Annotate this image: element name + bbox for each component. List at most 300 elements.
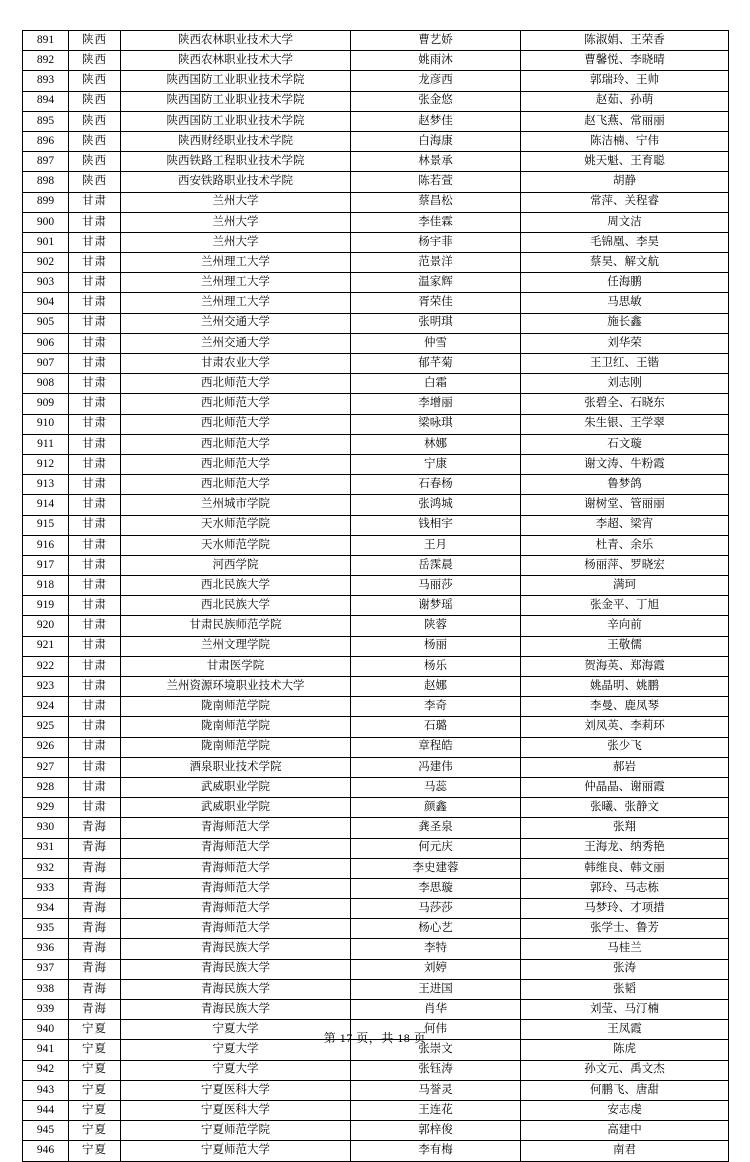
cell-student-name: 胥荣佳	[351, 293, 521, 313]
cell-serial: 944	[23, 1100, 69, 1120]
cell-province: 宁夏	[69, 1040, 121, 1060]
table-row	[23, 596, 729, 616]
cell-province: 甘肃	[69, 212, 121, 232]
cell-school: 宁夏医科大学	[121, 1080, 351, 1100]
cell-school: 陕西国防工业职业技术学院	[121, 111, 351, 131]
cell-serial: 894	[23, 91, 69, 111]
cell-school: 青海民族大学	[121, 959, 351, 979]
cell-serial: 937	[23, 959, 69, 979]
cell-serial: 931	[23, 838, 69, 858]
cell-school: 兰州理工大学	[121, 273, 351, 293]
cell-school: 陇南师范学院	[121, 737, 351, 757]
cell-student-name: 郁芊菊	[351, 354, 521, 374]
table-row	[23, 515, 729, 535]
cell-serial: 924	[23, 697, 69, 717]
cell-advisor: 赵茹、孙萌	[521, 91, 729, 111]
cell-advisor: 赵飞燕、常丽丽	[521, 111, 729, 131]
cell-province: 甘肃	[69, 798, 121, 818]
cell-advisor: 南君	[521, 1141, 729, 1161]
cell-serial: 896	[23, 131, 69, 151]
table-row	[23, 1100, 729, 1120]
cell-student-name: 马誉灵	[351, 1080, 521, 1100]
cell-advisor: 郝岩	[521, 757, 729, 777]
cell-advisor: 谢树堂、管丽丽	[521, 495, 729, 515]
table-row	[23, 939, 729, 959]
cell-advisor: 王海龙、纳秀艳	[521, 838, 729, 858]
cell-student-name: 石璐	[351, 717, 521, 737]
cell-advisor: 韩维良、韩文丽	[521, 858, 729, 878]
cell-province: 青海	[69, 979, 121, 999]
table-row	[23, 717, 729, 737]
cell-school: 西北师范大学	[121, 394, 351, 414]
table-row	[23, 152, 729, 172]
cell-advisor: 胡静	[521, 172, 729, 192]
cell-student-name: 谢梦瑶	[351, 596, 521, 616]
table-row	[23, 677, 729, 697]
cell-province: 甘肃	[69, 636, 121, 656]
cell-advisor: 李超、梁宵	[521, 515, 729, 535]
cell-school: 陇南师范学院	[121, 717, 351, 737]
cell-advisor: 仲晶晶、谢丽霞	[521, 777, 729, 797]
cell-advisor: 马梦玲、才项措	[521, 899, 729, 919]
table-row	[23, 656, 729, 676]
table-row	[23, 616, 729, 636]
cell-serial: 908	[23, 374, 69, 394]
cell-serial: 922	[23, 656, 69, 676]
cell-school: 青海师范大学	[121, 838, 351, 858]
cell-student-name: 龙彦西	[351, 71, 521, 91]
cell-serial: 941	[23, 1040, 69, 1060]
cell-province: 宁夏	[69, 1121, 121, 1141]
cell-province: 甘肃	[69, 717, 121, 737]
page-footer: 第 17 页，共 18 页	[323, 1031, 427, 1045]
table-row	[23, 192, 729, 212]
cell-province: 甘肃	[69, 354, 121, 374]
table-row	[23, 313, 729, 333]
cell-school: 兰州资源环境职业技术大学	[121, 677, 351, 697]
cell-school: 兰州理工大学	[121, 253, 351, 273]
cell-province: 宁夏	[69, 1060, 121, 1080]
cell-serial: 920	[23, 616, 69, 636]
cell-province: 甘肃	[69, 596, 121, 616]
cell-student-name: 冯建伟	[351, 757, 521, 777]
cell-advisor: 谢文涛、牛粉霞	[521, 454, 729, 474]
table-row	[23, 636, 729, 656]
cell-school: 西北师范大学	[121, 475, 351, 495]
cell-advisor: 任海鹏	[521, 273, 729, 293]
table-row	[23, 697, 729, 717]
cell-province: 甘肃	[69, 515, 121, 535]
cell-school: 陕西农林职业技术大学	[121, 51, 351, 71]
cell-province: 陕西	[69, 51, 121, 71]
cell-province: 宁夏	[69, 1100, 121, 1120]
cell-serial: 927	[23, 757, 69, 777]
table-row	[23, 111, 729, 131]
cell-student-name: 李佳霖	[351, 212, 521, 232]
cell-advisor: 张涛	[521, 959, 729, 979]
cell-serial: 898	[23, 172, 69, 192]
cell-student-name: 岳霂晨	[351, 555, 521, 575]
cell-student-name: 龚圣泉	[351, 818, 521, 838]
cell-advisor: 郭玲、马志栋	[521, 878, 729, 898]
cell-school: 西安铁路职业技术学院	[121, 172, 351, 192]
table-row	[23, 91, 729, 111]
table-row	[23, 293, 729, 313]
cell-serial: 912	[23, 454, 69, 474]
cell-province: 甘肃	[69, 313, 121, 333]
table-row	[23, 979, 729, 999]
table-row	[23, 495, 729, 515]
cell-school: 兰州理工大学	[121, 293, 351, 313]
cell-student-name: 刘婷	[351, 959, 521, 979]
cell-school: 青海师范大学	[121, 858, 351, 878]
cell-advisor: 贺海英、郑海霞	[521, 656, 729, 676]
table-row	[23, 131, 729, 151]
cell-serial: 891	[23, 31, 69, 51]
cell-school: 青海师范大学	[121, 919, 351, 939]
cell-province: 青海	[69, 818, 121, 838]
cell-school: 陕西农林职业技术大学	[121, 31, 351, 51]
table-row	[23, 858, 729, 878]
table-row	[23, 899, 729, 919]
cell-province: 陕西	[69, 111, 121, 131]
cell-serial: 901	[23, 232, 69, 252]
cell-province: 甘肃	[69, 656, 121, 676]
table-row	[23, 354, 729, 374]
cell-student-name: 张金悠	[351, 91, 521, 111]
cell-school: 兰州交通大学	[121, 313, 351, 333]
cell-serial: 893	[23, 71, 69, 91]
cell-advisor: 王凤霞	[521, 1020, 729, 1040]
cell-serial: 910	[23, 414, 69, 434]
cell-province: 甘肃	[69, 192, 121, 212]
cell-province: 青海	[69, 858, 121, 878]
cell-serial: 899	[23, 192, 69, 212]
cell-province: 青海	[69, 919, 121, 939]
cell-school: 兰州大学	[121, 212, 351, 232]
table-row	[23, 333, 729, 353]
cell-student-name: 姚雨沐	[351, 51, 521, 71]
cell-province: 陕西	[69, 91, 121, 111]
cell-advisor: 马桂兰	[521, 939, 729, 959]
cell-province: 甘肃	[69, 374, 121, 394]
cell-province: 陕西	[69, 31, 121, 51]
cell-advisor: 朱生银、王学翠	[521, 414, 729, 434]
cell-school: 青海师范大学	[121, 878, 351, 898]
cell-serial: 906	[23, 333, 69, 353]
cell-student-name: 宁康	[351, 454, 521, 474]
cell-advisor: 辛向前	[521, 616, 729, 636]
roster-table	[22, 30, 729, 1162]
cell-advisor: 高建中	[521, 1121, 729, 1141]
cell-school: 陕西国防工业职业技术学院	[121, 71, 351, 91]
cell-school: 西北师范大学	[121, 374, 351, 394]
cell-student-name: 何元庆	[351, 838, 521, 858]
cell-school: 宁夏大学	[121, 1020, 351, 1040]
cell-serial: 932	[23, 858, 69, 878]
cell-school: 青海民族大学	[121, 1000, 351, 1020]
cell-serial: 929	[23, 798, 69, 818]
cell-school: 武威职业学院	[121, 798, 351, 818]
cell-advisor: 满珂	[521, 576, 729, 596]
cell-province: 甘肃	[69, 535, 121, 555]
table-row	[23, 838, 729, 858]
table-row	[23, 172, 729, 192]
cell-province: 青海	[69, 959, 121, 979]
cell-student-name: 何伟	[351, 1020, 521, 1040]
cell-school: 宁夏大学	[121, 1060, 351, 1080]
table-row	[23, 959, 729, 979]
cell-student-name: 王进国	[351, 979, 521, 999]
cell-school: 宁夏大学	[121, 1040, 351, 1060]
cell-school: 酒泉职业技术学院	[121, 757, 351, 777]
cell-school: 宁夏医科大学	[121, 1100, 351, 1120]
table-row	[23, 878, 729, 898]
cell-student-name: 蔡昌松	[351, 192, 521, 212]
cell-province: 甘肃	[69, 454, 121, 474]
cell-student-name: 杨乐	[351, 656, 521, 676]
cell-student-name: 仲雪	[351, 333, 521, 353]
cell-student-name: 梁咏琪	[351, 414, 521, 434]
cell-advisor: 刘凤英、李莉环	[521, 717, 729, 737]
cell-school: 天水师范学院	[121, 515, 351, 535]
cell-student-name: 马丽莎	[351, 576, 521, 596]
cell-advisor: 刘华荣	[521, 333, 729, 353]
cell-advisor: 张学士、鲁芳	[521, 919, 729, 939]
cell-province: 青海	[69, 838, 121, 858]
table-row	[23, 1000, 729, 1020]
cell-student-name: 陈若萱	[351, 172, 521, 192]
cell-student-name: 石春杨	[351, 475, 521, 495]
cell-serial: 923	[23, 677, 69, 697]
cell-serial: 934	[23, 899, 69, 919]
table-row	[23, 273, 729, 293]
cell-province: 陕西	[69, 172, 121, 192]
cell-school: 兰州大学	[121, 232, 351, 252]
cell-school: 青海师范大学	[121, 818, 351, 838]
cell-advisor: 刘志刚	[521, 374, 729, 394]
table-row	[23, 434, 729, 454]
cell-advisor: 陈虎	[521, 1040, 729, 1060]
cell-serial: 926	[23, 737, 69, 757]
cell-serial: 933	[23, 878, 69, 898]
cell-advisor: 张韬	[521, 979, 729, 999]
cell-province: 青海	[69, 878, 121, 898]
cell-province: 青海	[69, 939, 121, 959]
cell-student-name: 林景承	[351, 152, 521, 172]
cell-province: 甘肃	[69, 293, 121, 313]
cell-serial: 900	[23, 212, 69, 232]
cell-school: 西北师范大学	[121, 414, 351, 434]
cell-advisor: 郭瑞玲、王帅	[521, 71, 729, 91]
cell-province: 甘肃	[69, 576, 121, 596]
table-row	[23, 31, 729, 51]
cell-serial: 897	[23, 152, 69, 172]
cell-student-name: 章程皓	[351, 737, 521, 757]
cell-school: 陇南师范学院	[121, 697, 351, 717]
cell-serial: 914	[23, 495, 69, 515]
cell-student-name: 钱相宇	[351, 515, 521, 535]
roster-table-body	[23, 31, 729, 1162]
cell-province: 甘肃	[69, 394, 121, 414]
cell-school: 兰州大学	[121, 192, 351, 212]
table-row	[23, 253, 729, 273]
cell-advisor: 施长鑫	[521, 313, 729, 333]
table-row	[23, 919, 729, 939]
cell-advisor: 杜青、余乐	[521, 535, 729, 555]
cell-serial: 917	[23, 555, 69, 575]
cell-student-name: 王连花	[351, 1100, 521, 1120]
cell-province: 甘肃	[69, 677, 121, 697]
cell-advisor: 曹馨悦、李晓晴	[521, 51, 729, 71]
cell-province: 陕西	[69, 131, 121, 151]
cell-province: 甘肃	[69, 232, 121, 252]
table-row	[23, 1060, 729, 1080]
cell-serial: 935	[23, 919, 69, 939]
cell-serial: 902	[23, 253, 69, 273]
cell-student-name: 张明琪	[351, 313, 521, 333]
cell-school: 天水师范学院	[121, 535, 351, 555]
cell-advisor: 周文洁	[521, 212, 729, 232]
cell-school: 兰州交通大学	[121, 333, 351, 353]
cell-serial: 930	[23, 818, 69, 838]
cell-advisor: 张碧全、石晓东	[521, 394, 729, 414]
cell-advisor: 毛锦凰、李昊	[521, 232, 729, 252]
cell-student-name: 赵梦佳	[351, 111, 521, 131]
cell-advisor: 张曦、张静文	[521, 798, 729, 818]
cell-student-name: 李史建蓉	[351, 858, 521, 878]
cell-province: 青海	[69, 899, 121, 919]
cell-advisor: 常萍、关程睿	[521, 192, 729, 212]
cell-province: 甘肃	[69, 757, 121, 777]
cell-province: 甘肃	[69, 697, 121, 717]
cell-student-name: 曹艺娇	[351, 31, 521, 51]
table-row	[23, 394, 729, 414]
cell-serial: 918	[23, 576, 69, 596]
cell-student-name: 温家辉	[351, 273, 521, 293]
cell-province: 甘肃	[69, 555, 121, 575]
cell-student-name: 李增丽	[351, 394, 521, 414]
cell-advisor: 王卫红、王锴	[521, 354, 729, 374]
table-row	[23, 475, 729, 495]
cell-student-name: 李特	[351, 939, 521, 959]
cell-student-name: 颜鑫	[351, 798, 521, 818]
cell-province: 甘肃	[69, 475, 121, 495]
table-row	[23, 576, 729, 596]
cell-student-name: 郭梓俊	[351, 1121, 521, 1141]
cell-serial: 925	[23, 717, 69, 737]
table-row	[23, 555, 729, 575]
cell-advisor: 陈淑娟、王荣香	[521, 31, 729, 51]
cell-province: 陕西	[69, 71, 121, 91]
cell-province: 甘肃	[69, 495, 121, 515]
cell-student-name: 张崇文	[351, 1040, 521, 1060]
cell-serial: 939	[23, 1000, 69, 1020]
cell-school: 甘肃农业大学	[121, 354, 351, 374]
cell-province: 宁夏	[69, 1141, 121, 1161]
cell-advisor: 姚天魁、王育聪	[521, 152, 729, 172]
cell-province: 青海	[69, 1000, 121, 1020]
cell-serial: 943	[23, 1080, 69, 1100]
cell-school: 武威职业学院	[121, 777, 351, 797]
cell-province: 甘肃	[69, 777, 121, 797]
cell-school: 兰州文理学院	[121, 636, 351, 656]
cell-student-name: 杨丽	[351, 636, 521, 656]
cell-province: 甘肃	[69, 333, 121, 353]
cell-school: 甘肃民族师范学院	[121, 616, 351, 636]
cell-advisor: 蔡昊、解文航	[521, 253, 729, 273]
table-row	[23, 737, 729, 757]
cell-student-name: 赵娜	[351, 677, 521, 697]
cell-serial: 921	[23, 636, 69, 656]
cell-advisor: 鲁梦鸽	[521, 475, 729, 495]
cell-province: 陕西	[69, 152, 121, 172]
cell-serial: 911	[23, 434, 69, 454]
cell-student-name: 肖华	[351, 1000, 521, 1020]
cell-province: 宁夏	[69, 1020, 121, 1040]
table-row	[23, 798, 729, 818]
cell-serial: 903	[23, 273, 69, 293]
table-row	[23, 454, 729, 474]
cell-province: 甘肃	[69, 434, 121, 454]
table-row	[23, 1141, 729, 1161]
cell-school: 陕西国防工业职业技术学院	[121, 91, 351, 111]
cell-student-name: 白霜	[351, 374, 521, 394]
table-row	[23, 212, 729, 232]
cell-advisor: 张少飞	[521, 737, 729, 757]
cell-student-name: 范景洋	[351, 253, 521, 273]
cell-serial: 907	[23, 354, 69, 374]
cell-student-name: 张钰涛	[351, 1060, 521, 1080]
cell-student-name: 杨心艺	[351, 919, 521, 939]
cell-serial: 915	[23, 515, 69, 535]
cell-province: 甘肃	[69, 737, 121, 757]
cell-serial: 905	[23, 313, 69, 333]
table-row	[23, 777, 729, 797]
cell-serial: 913	[23, 475, 69, 495]
cell-advisor: 张翔	[521, 818, 729, 838]
table-row	[23, 374, 729, 394]
cell-advisor: 张金平、丁旭	[521, 596, 729, 616]
cell-serial: 938	[23, 979, 69, 999]
cell-advisor: 王敬儒	[521, 636, 729, 656]
cell-advisor: 陈洁楠、宁伟	[521, 131, 729, 151]
cell-school: 宁夏师范学院	[121, 1121, 351, 1141]
cell-student-name: 张鸿城	[351, 495, 521, 515]
table-row	[23, 51, 729, 71]
table-row	[23, 757, 729, 777]
cell-student-name: 陕蓉	[351, 616, 521, 636]
cell-serial: 909	[23, 394, 69, 414]
cell-serial: 946	[23, 1141, 69, 1161]
table-row	[23, 535, 729, 555]
cell-school: 宁夏师范大学	[121, 1141, 351, 1161]
cell-student-name: 林娜	[351, 434, 521, 454]
cell-advisor: 杨丽萍、罗晓宏	[521, 555, 729, 575]
table-row	[23, 1080, 729, 1100]
cell-advisor: 马思敏	[521, 293, 729, 313]
cell-province: 甘肃	[69, 253, 121, 273]
table-row	[23, 232, 729, 252]
cell-school: 西北民族大学	[121, 596, 351, 616]
cell-province: 甘肃	[69, 414, 121, 434]
cell-school: 甘肃医学院	[121, 656, 351, 676]
cell-student-name: 王月	[351, 535, 521, 555]
table-row	[23, 818, 729, 838]
cell-advisor: 何鹏飞、唐甜	[521, 1080, 729, 1100]
cell-serial: 940	[23, 1020, 69, 1040]
table-row	[23, 414, 729, 434]
